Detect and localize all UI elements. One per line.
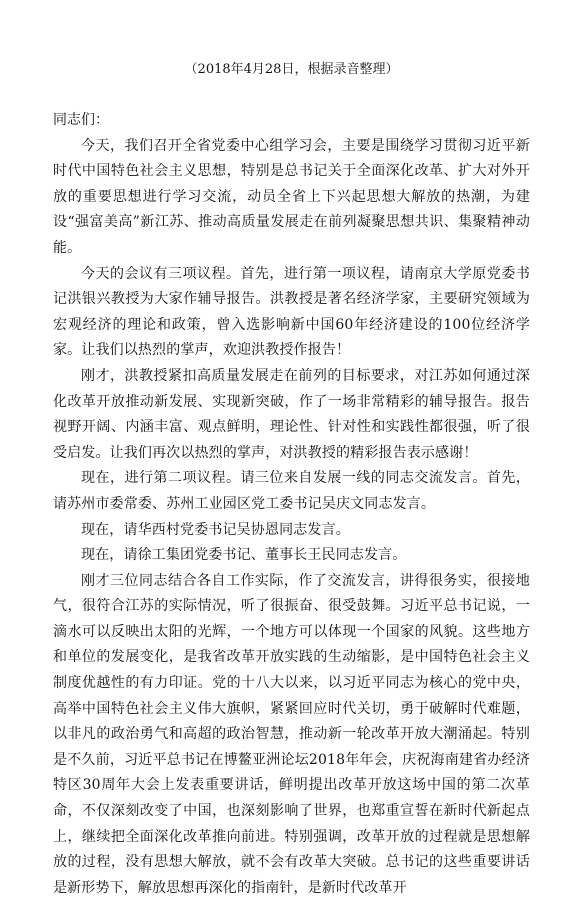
salutation: 同志们： — [53, 112, 109, 128]
document-subtitle: （2018年4月28日，根据录音整理） — [184, 62, 399, 77]
paragraph-speaker-three: 现在，请徐工集团党委书记、董事长王民同志发言。 — [81, 547, 407, 564]
paragraph-agenda-first: 今天的会议有三项议程。首先，进行第一项议程，请南京大学原党委书记洪银兴教授为大家作辅导报告。洪教授是著名经济学家，主要研究领域为宏观经济的理论和政策，曾入选影响新中国60年经济建设的100位经济学家。让我们以热烈的掌声，欢迎洪教授作报告！ — [53, 265, 530, 359]
paragraph-report-summary: 刚才，洪教授紧扣高质量发展走在前列的目标要求，对江苏如何通过深化改革开放推动新发展、实现新突破，作了一场非常精彩的辅导报告。报告视野开阔、内涵丰富、观点鲜明，理论性、针对性和实践性都很强，听了很受启发。让我们再次以热烈的掌声，对洪教授的精彩报告表示感谢！ — [53, 367, 530, 461]
paragraph-opening: 今天，我们召开全省党委中心组学习会，主要是围绕学习贯彻习近平新时代中国特色社会主义思想，特别是总书记关于全面深化改革、扩大对外开放的重要思想进行学习交流，动员全省上下兴起思想大解放的热潮，为建设“强富美高”新江苏、推动高质量发展走在前列凝聚思想共识、集聚精神动能。 — [53, 137, 530, 256]
paragraph-speaker-two: 现在，请华西村党委书记吴协恩同志发言。 — [81, 521, 350, 538]
paragraph-agenda-second: 现在，进行第二项议程。请三位来自发展一线的同志交流发言。首先，请苏州市委常委、苏州工业园区党工委书记吴庆文同志发言。 — [53, 470, 530, 512]
paragraph-commentary: 刚才三位同志结合各自工作实际，作了交流发言，讲得很务实，很接地气，很符合江苏的实际情况，听了很振奋、很受鼓舞。习近平总书记说，一滴水可以反映出太阳的光辉，一个地方可以体现一个国家的风貌。这些地方和单位的发展变化，是我省改革开放实践的生动缩影，是中国特色社会主义制度优越性的有力印证。党的十八大以来，以习近平同志为核心的党中央，高举中国特色社会主义伟大旗帜，紧紧回应时代关切，勇于破解时代难题，以非凡的政治勇气和高超的政治智慧，推动新一轮改革开放大潮涌起。特别是不久前，习近平总书记在博鳌亚洲论坛2018年年会，庆祝海南建省办经济特区30周年大会上发表重要讲话，鲜明提出改革开放这场中国的第二次革命，不仅深刻改变了中国，也深刻影响了世界，也郑重宣誓在新时代新起点上，继续把全面深化改革推向前进。特别强调，改革开放的过程就是思想解放的过程，没有思想大解放，就不会有改革大突破。总书记的这些重要讲话是新形势下，解放思想再深化的指南针，是新时代改革开 — [53, 572, 530, 896]
